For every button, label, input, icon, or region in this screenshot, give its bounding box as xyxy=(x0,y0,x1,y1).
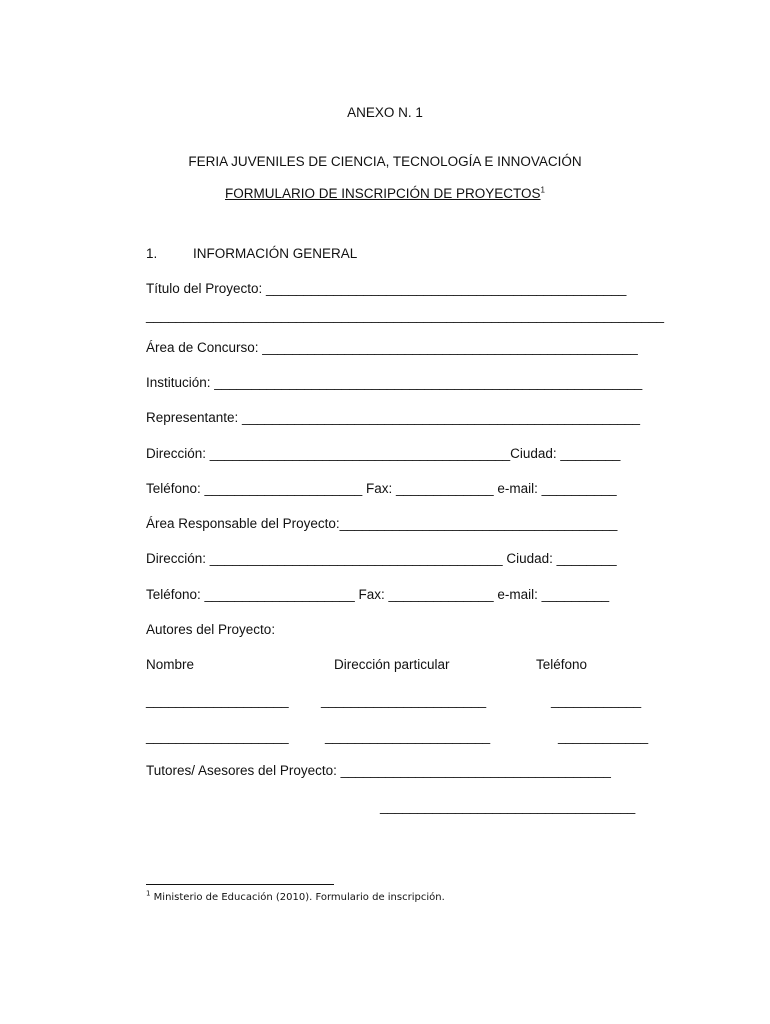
author-2-phone-line[interactable]: ____________ xyxy=(558,729,649,744)
authors-header-address: Dirección particular xyxy=(334,657,450,672)
form-title xyxy=(0,186,770,202)
representative-field[interactable]: Representante: _____________________________________________________ xyxy=(146,410,640,425)
section-number: 1. xyxy=(146,246,158,261)
tutors-continuation-line[interactable]: __________________________________ xyxy=(380,799,636,814)
footnote-mark: 1 xyxy=(146,889,151,898)
project-title-field[interactable]: Título del Proyecto: ________________________________________________ xyxy=(146,281,627,296)
footnote-separator xyxy=(146,884,334,885)
author-2-address-line[interactable]: ______________________ xyxy=(325,729,491,744)
author-1-address-line[interactable]: ______________________ xyxy=(321,693,487,708)
fair-title: FERIA JUVENILES DE CIENCIA, TECNOLOGÍA E INNOVACIÓN xyxy=(188,154,582,169)
phone-fax-email-field[interactable]: Teléfono: _____________________ Fax: _____________ e-mail: __________ xyxy=(146,481,617,496)
authors-header-name: Nombre xyxy=(146,657,195,672)
authors-header-phone: Teléfono xyxy=(536,657,588,672)
author-1-name-line[interactable]: ___________________ xyxy=(146,693,289,708)
institution-field[interactable]: Institución: _________________________________________________________ xyxy=(146,375,643,390)
author-1-phone-line[interactable]: ____________ xyxy=(551,693,642,708)
authors-label: Autores del Proyecto: xyxy=(146,622,276,637)
responsible-address-city-field[interactable]: Dirección: _______________________________________ Ciudad: ________ xyxy=(146,551,617,566)
footnote xyxy=(146,889,445,904)
footnote-text: Ministerio de Educación (2010). Formulario de inscripción. xyxy=(153,892,445,903)
responsible-area-field[interactable]: Área Responsable del Proyecto:_____________________________________ xyxy=(146,516,618,531)
address-city-field[interactable]: Dirección: ________________________________________Ciudad: ________ xyxy=(146,446,621,461)
section-title: INFORMACIÓN GENERAL xyxy=(193,246,358,261)
footnote-reference: 1 xyxy=(540,185,545,195)
project-title-continuation-line[interactable]: _____________________________________________________________________ xyxy=(146,308,665,323)
tutors-field[interactable]: Tutores/ Asesores del Proyecto: ____________________________________ xyxy=(146,763,611,778)
form-title-text: FORMULARIO DE INSCRIPCIÓN DE PROYECTOS xyxy=(225,186,541,201)
contest-area-field[interactable]: Área de Concurso: __________________________________________________ xyxy=(146,340,638,355)
author-2-name-line[interactable]: ___________________ xyxy=(146,729,289,744)
responsible-phone-fax-email-field[interactable]: Teléfono: ____________________ Fax: ______________ e-mail: _________ xyxy=(146,587,610,602)
annex-title: ANEXO N. 1 xyxy=(347,105,423,120)
